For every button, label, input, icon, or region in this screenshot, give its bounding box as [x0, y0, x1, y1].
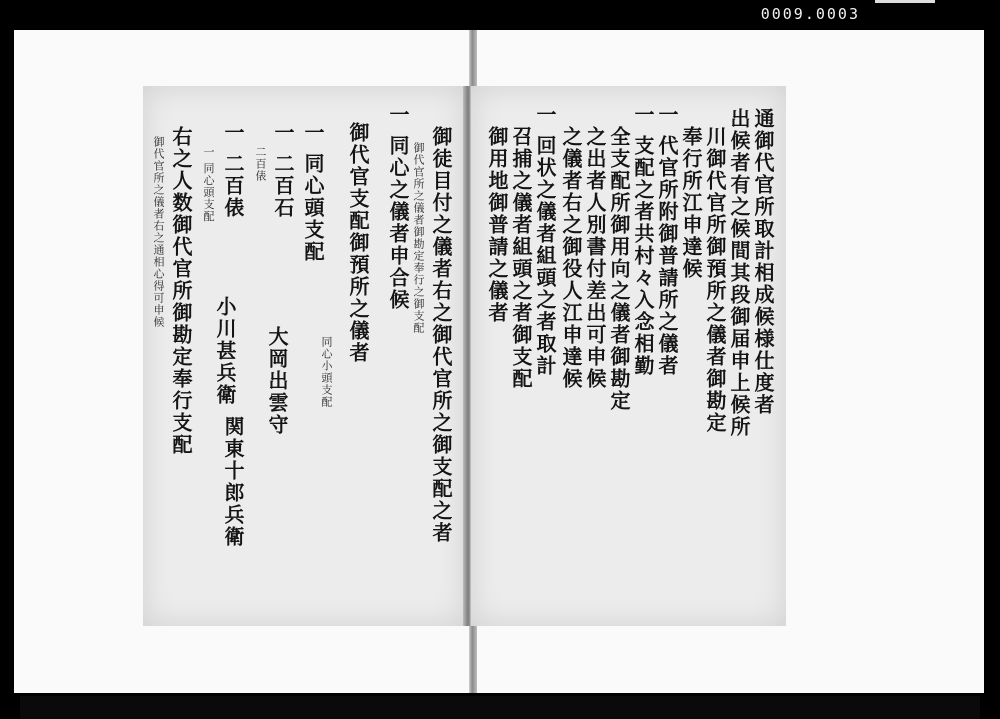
left-col-1: 御徒目付之儀者右之御代官所之御支配之者: [429, 126, 453, 544]
right-col-3: 川御代官所御預所之儀者御勘定: [703, 126, 727, 434]
film-bottom-edge: [20, 696, 980, 719]
left-col-6: 同心小頭支配: [320, 336, 333, 408]
left-name-2: 小川甚兵衛: [213, 296, 237, 406]
right-col-7: 全支配所御用向之儀者御勘定: [607, 126, 631, 412]
right-col-2: 出候者有之候間其段御届申上候所: [727, 108, 751, 438]
right-col-8: 之出者人別書付差出可申候: [583, 126, 607, 390]
right-page: [470, 86, 786, 626]
left-col-2: 御代官所之儀者御勘定奉行之御支配: [412, 142, 425, 334]
left-col-4: 御代官支配御預所之儀者: [346, 122, 370, 364]
right-col-12: 御用地御普請之儀者: [485, 126, 509, 324]
left-name-3: 関東十郎兵衛: [221, 416, 245, 548]
left-col-5: 一 同心頭支配: [301, 122, 325, 263]
right-col-10: 一 回状之儀者組頭之者取計: [533, 104, 557, 377]
right-col-9: 之儀者右之御役人江申達候: [559, 126, 583, 390]
right-col-6: 一 支配之者共村々入念相勤: [631, 104, 655, 377]
left-col-12: 御代官所之儀者右之通相心得可申候: [152, 136, 165, 328]
right-col-11: 召捕之儀者組頭之者御支配: [509, 126, 533, 390]
left-col-10: 一 同心頭支配: [202, 146, 215, 223]
left-page: [143, 86, 466, 626]
left-col-3: 一 同心之儀者申合候: [386, 104, 410, 311]
frame-number-label: 0009.0003: [760, 5, 860, 23]
film-edge-strip: [875, 0, 935, 3]
left-col-7: 一 二百石: [271, 122, 295, 219]
left-col-9: 一 二百俵: [221, 122, 245, 219]
right-col-1: 通御代官所取計相成候様仕度者: [751, 108, 775, 416]
right-col-4: 奉行所江申達候: [679, 126, 703, 280]
right-col-5: 一 代官所附御普請所之儀者: [655, 104, 679, 377]
left-col-11: 右之人数御代官所御勘定奉行支配: [169, 126, 193, 456]
left-name-1: 大岡出雲守: [265, 326, 289, 436]
left-col-8: 二百俵: [254, 146, 267, 182]
